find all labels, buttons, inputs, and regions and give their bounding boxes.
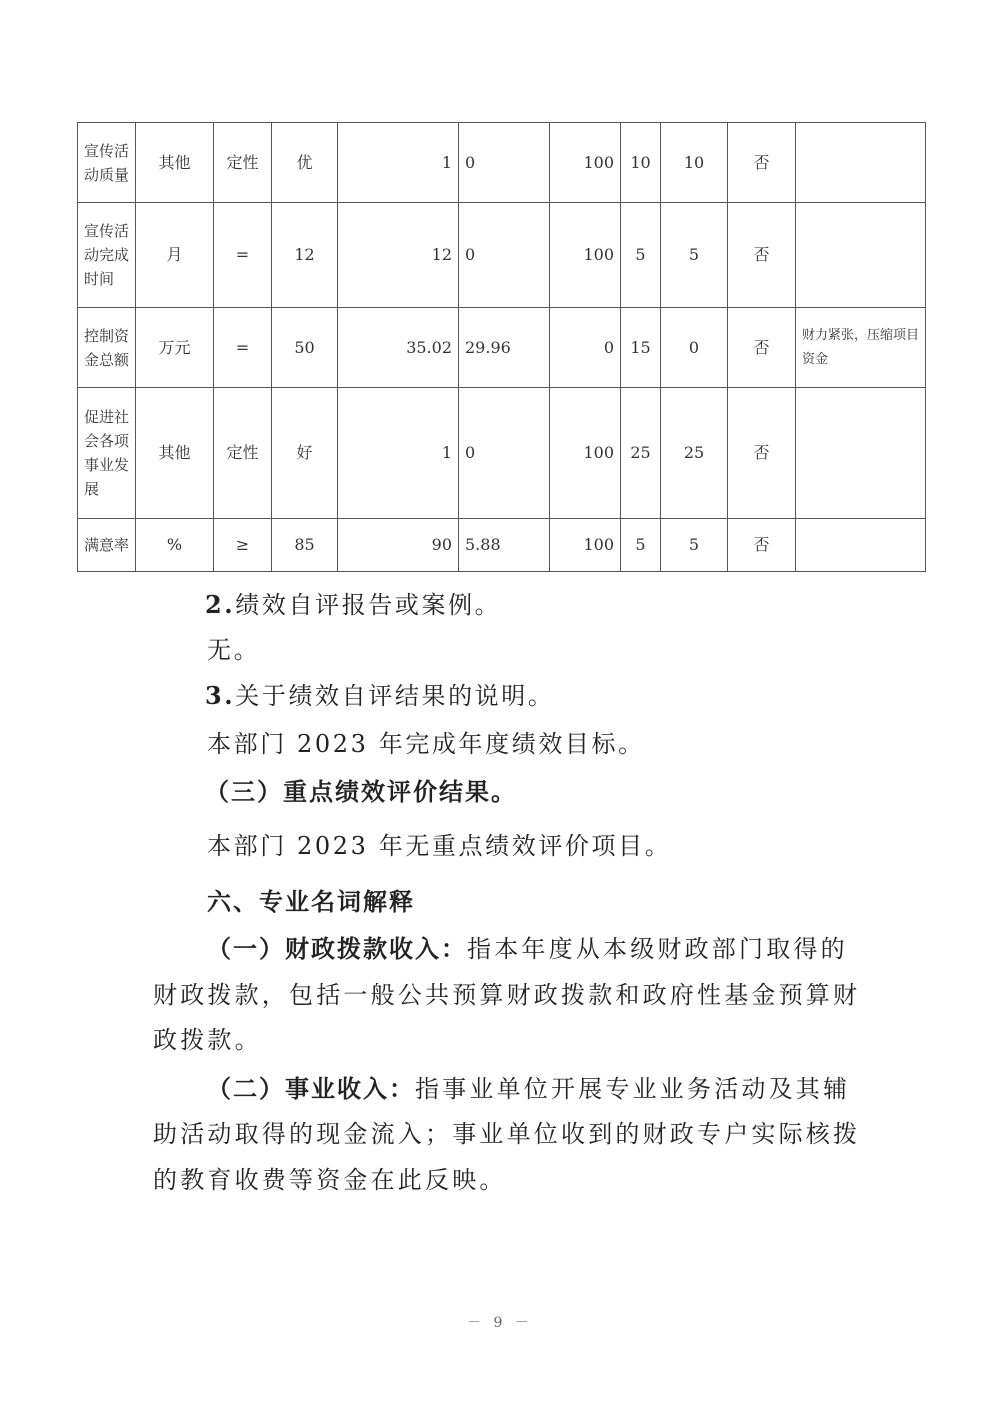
term-2-line-3: 的教育收费等资金在此反映。 — [153, 1166, 507, 1194]
cell-flag: 否 — [728, 388, 796, 519]
cell-op: ≥ — [214, 519, 272, 572]
cell-weight: 25 — [621, 388, 661, 519]
section-2-heading: 2.绩效自评报告或案例。 — [205, 590, 502, 619]
table-row — [78, 519, 926, 572]
cell-weight: 15 — [621, 308, 661, 388]
cell-flag: 否 — [728, 308, 796, 388]
cell-weight: 10 — [621, 123, 661, 203]
cell-name: 宣传活动质量 — [78, 123, 136, 203]
cell-actual1: 1 — [338, 123, 459, 203]
cell-unit: 其他 — [136, 123, 214, 203]
cell-rate: 100 — [550, 388, 621, 519]
cell-name: 满意率 — [78, 519, 136, 572]
key-evaluation-body: 本部门 2023 年无重点绩效评价项目。 — [207, 832, 672, 860]
cell-actual1: 90 — [338, 519, 459, 572]
term-1-line-2: 财政拨款，包括一般公共预算财政拨款和政府性基金预算财 — [153, 981, 861, 1009]
cell-actual1: 35.02 — [338, 308, 459, 388]
performance-table — [77, 122, 926, 572]
cell-rate: 100 — [550, 123, 621, 203]
cell-weight: 5 — [621, 519, 661, 572]
cell-score: 0 — [661, 308, 728, 388]
cell-actual1: 12 — [338, 203, 459, 308]
cell-rate: 0 — [550, 308, 621, 388]
term-1-line-1: （一）财政拨款收入：指本年度从本级财政部门取得的 — [207, 935, 848, 963]
cell-note — [796, 203, 926, 308]
cell-weight: 5 — [621, 203, 661, 308]
cell-note — [796, 519, 926, 572]
cell-target: 优 — [272, 123, 338, 203]
cell-score: 5 — [661, 519, 728, 572]
term-2-line-1: （二）事业收入：指事业单位开展专业业务活动及其辅 — [207, 1075, 851, 1103]
cell-name: 控制资金总额 — [78, 308, 136, 388]
cell-actual2: 0 — [459, 123, 550, 203]
cell-rate: 100 — [550, 519, 621, 572]
cell-actual2: 29.96 — [459, 308, 550, 388]
cell-note: 财力紧张，压缩项目资金 — [796, 308, 926, 388]
page-number: － 9 － — [467, 1315, 533, 1331]
section-3-body: 本部门 2023 年完成年度绩效目标。 — [207, 730, 645, 758]
cell-op: = — [214, 203, 272, 308]
cell-score: 25 — [661, 388, 728, 519]
cell-actual2: 5.88 — [459, 519, 550, 572]
cell-rate: 100 — [550, 203, 621, 308]
cell-actual2: 0 — [459, 203, 550, 308]
term-2-label: （二）事业收入： — [207, 1075, 415, 1103]
cell-target: 85 — [272, 519, 338, 572]
cell-score: 10 — [661, 123, 728, 203]
cell-note — [796, 388, 926, 519]
term-1-label: （一）财政拨款收入： — [207, 935, 467, 963]
cell-actual1: 1 — [338, 388, 459, 519]
key-evaluation-heading: （三）重点绩效评价结果。 — [205, 778, 517, 806]
cell-flag: 否 — [728, 519, 796, 572]
table-row — [78, 203, 926, 308]
cell-name: 宣传活动完成时间 — [78, 203, 136, 308]
cell-unit: % — [136, 519, 214, 572]
term-1-line-3: 政拨款。 — [153, 1026, 262, 1054]
cell-op: = — [214, 308, 272, 388]
cell-op: 定性 — [214, 123, 272, 203]
table-row — [78, 123, 926, 203]
cell-flag: 否 — [728, 123, 796, 203]
cell-score: 5 — [661, 203, 728, 308]
table-row — [78, 308, 926, 388]
cell-target: 50 — [272, 308, 338, 388]
section-2-body: 无。 — [207, 636, 261, 664]
cell-note — [796, 123, 926, 203]
cell-unit: 其他 — [136, 388, 214, 519]
cell-name: 促进社会各项事业发展 — [78, 388, 136, 519]
table-row — [78, 388, 926, 519]
term-2-line-2: 助活动取得的现金流入；事业单位收到的财政专户实际核拨 — [153, 1120, 861, 1148]
cell-op: 定性 — [214, 388, 272, 519]
cell-flag: 否 — [728, 203, 796, 308]
terms-heading: 六、专业名词解释 — [207, 888, 415, 916]
cell-target: 12 — [272, 203, 338, 308]
cell-actual2: 0 — [459, 388, 550, 519]
section-3-heading: 3.关于绩效自评结果的说明。 — [205, 681, 555, 710]
cell-target: 好 — [272, 388, 338, 519]
cell-unit: 月 — [136, 203, 214, 308]
cell-unit: 万元 — [136, 308, 214, 388]
